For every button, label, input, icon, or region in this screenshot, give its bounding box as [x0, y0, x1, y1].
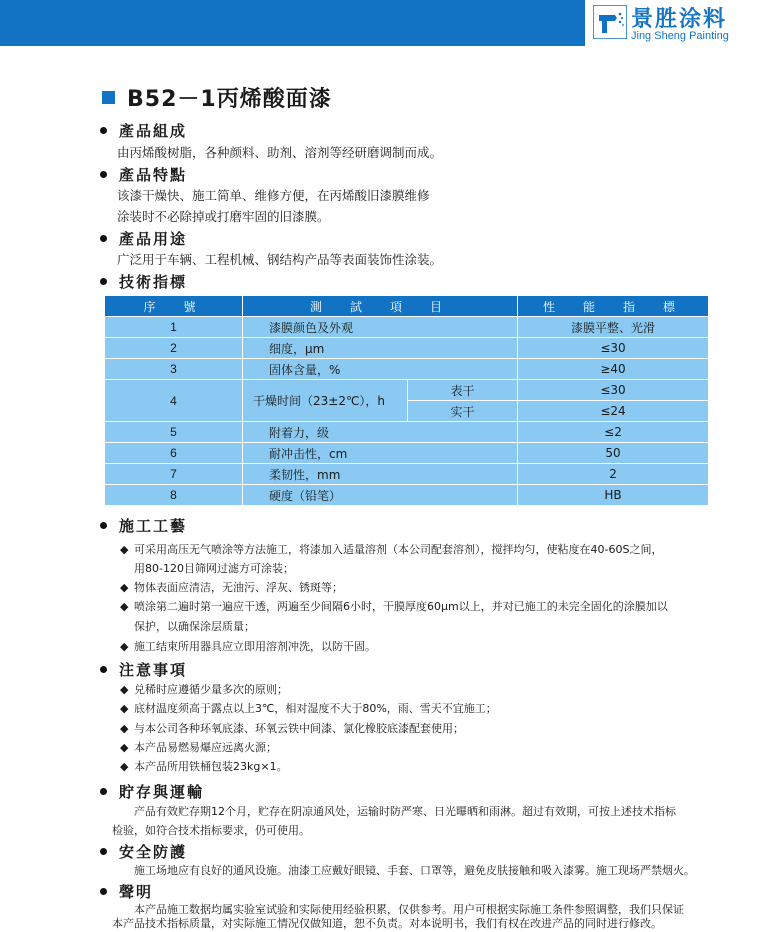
row-value: ≤24 — [518, 401, 709, 422]
list-item: ◆ 本产品所用铁桶包装23kg×1。 — [120, 757, 288, 776]
row-value: 2 — [518, 464, 709, 485]
section-heading: 技術指標 — [119, 272, 188, 291]
section-usage — [100, 228, 187, 248]
diamond-bullet-icon: ◆ — [120, 683, 129, 696]
bullet-dot-icon — [100, 848, 107, 855]
row-item: 固体含量，% — [243, 359, 518, 380]
spray-gun-icon — [593, 5, 627, 39]
list-item: ◆ 施工结束所用器具应立即用溶剂冲洗，以防干固。 — [120, 637, 376, 656]
row-item: 硬度（铅笔） — [243, 485, 518, 506]
diamond-bullet-icon: ◆ — [120, 760, 129, 773]
diamond-bullet-icon: ◆ — [120, 581, 129, 594]
row-item: 柔韧性，mm — [243, 464, 518, 485]
row-value: ≤30 — [518, 380, 709, 401]
brand-name-en: Jing Sheng Painting — [631, 30, 729, 42]
list-item: ◆ 本产品易燃易爆应远离火源； — [120, 738, 277, 757]
section-statement — [100, 881, 153, 901]
diamond-bullet-icon: ◆ — [120, 722, 129, 735]
diamond-bullet-icon: ◆ — [120, 702, 129, 715]
bullet-dot-icon — [100, 788, 107, 795]
bullet-dot-icon — [100, 666, 107, 673]
row-number: 3 — [105, 359, 243, 380]
features-line: 涂装时不必除掉或打磨牢固的旧漆膜。 — [117, 209, 330, 224]
row-number: 2 — [105, 338, 243, 359]
table-header-row — [105, 296, 709, 317]
row-number: 1 — [105, 317, 243, 338]
brand-name-cn: 景胜涂料 — [631, 7, 728, 32]
diamond-bullet-icon: ◆ — [120, 640, 129, 653]
usage-text: 广泛用于车辆、工程机械、钢结构产品等表面装饰性涂装。 — [117, 252, 443, 267]
title-square-icon — [102, 91, 115, 104]
spec-table — [104, 295, 709, 506]
bullet-dot-icon — [100, 235, 107, 242]
bullet-dot-icon — [100, 171, 107, 178]
table-row — [105, 443, 709, 464]
list-item: ◆ 与本公司各种环氧底漆、环氧云铁中间漆、氯化橡胶底漆配套使用； — [120, 719, 464, 738]
section-specs — [100, 271, 187, 291]
statement-line: 本产品施工数据均属实验室试验和实际使用经验积累，仅供参考。用户可根据实际施工条件参照调整，我们只保证 — [134, 903, 684, 916]
row-number: 4 — [105, 380, 243, 422]
section-heading: 安全防護 — [119, 842, 188, 861]
section-features — [100, 164, 187, 184]
row-number: 6 — [105, 443, 243, 464]
table-row — [105, 464, 709, 485]
bullet-dot-icon — [100, 888, 107, 895]
bullet-dot-icon — [100, 278, 107, 285]
section-safety — [100, 841, 187, 861]
column-header: 性 能 指 標 — [518, 296, 709, 317]
column-header: 測 試 項 目 — [243, 296, 518, 317]
table-row — [105, 485, 709, 506]
section-composition — [100, 120, 187, 140]
row-item: 细度，μm — [243, 338, 518, 359]
list-item: ◆ 可采用高压无气喷涂等方法施工，将漆加入适量溶剂（本公司配套溶剂），搅拌均匀，使粘度在40-60S之间， — [120, 540, 662, 559]
bullet-dot-icon — [100, 522, 107, 529]
row-item: 附着力，级 — [243, 422, 518, 443]
table-row — [105, 380, 709, 401]
section-heading: 產品用途 — [119, 229, 188, 248]
storage-line: 检验，如符合技术指标要求，仍可使用。 — [112, 824, 310, 837]
diamond-bullet-icon: ◆ — [120, 543, 129, 556]
section-heading: 貯存與運輸 — [119, 782, 205, 801]
row-number: 5 — [105, 422, 243, 443]
bullet-dot-icon — [100, 127, 107, 134]
table-row — [105, 317, 709, 338]
section-heading: 聲明 — [119, 882, 154, 901]
row-value: ≤30 — [518, 338, 709, 359]
row-value: 漆膜平整、光滑 — [518, 317, 709, 338]
section-heading: 施工工藝 — [119, 516, 188, 535]
product-title — [102, 84, 332, 110]
list-item: ◆ 底材温度须高于露点以上3℃，相对湿度不大于80%，雨、雪天不宜施工； — [120, 699, 497, 718]
row-value: ≤2 — [518, 422, 709, 443]
statement-line: 本产品技术指标质量，对实际施工情况仅做知道，恕不负责。对本说明书，我们有权在改进产品的同时进行修改。 — [112, 917, 662, 930]
section-storage — [100, 781, 204, 801]
section-heading: 產品特點 — [119, 165, 188, 184]
row-value: ≥40 — [518, 359, 709, 380]
section-application — [100, 515, 187, 535]
page-title: B52－1丙烯酸面漆 — [127, 86, 332, 112]
list-item: ◆ 喷涂第二遍时第一遍应干透，两遍至少间隔6小时，干膜厚度60μm以上，并对已施工的未完全固化的涂膜加以 — [120, 597, 668, 616]
row-subitem: 实干 — [408, 401, 518, 422]
list-item-continuation: 用80-120目筛网过滤方可涂装； — [134, 562, 294, 575]
column-header: 序 號 — [105, 296, 243, 317]
table-row — [105, 359, 709, 380]
safety-text: 施工场地应有良好的通风设施。油漆工应戴好眼镜、手套、口罩等，避免皮肤接触和吸入漆雾。施工现场严禁烟火。 — [134, 864, 695, 877]
list-item: ◆ 物体表面应清洁，无油污、浮灰、锈斑等； — [120, 578, 343, 597]
row-value: 50 — [518, 443, 709, 464]
table-row — [105, 422, 709, 443]
list-item: ◆ 兑稀时应遵循少量多次的原则； — [120, 680, 288, 699]
section-heading: 注意事項 — [119, 660, 188, 679]
list-item-continuation: 保护，以确保涂层质量； — [134, 620, 255, 633]
diamond-bullet-icon: ◆ — [120, 741, 129, 754]
row-item: 耐冲击性，cm — [243, 443, 518, 464]
row-subitem: 表干 — [408, 380, 518, 401]
row-item: 干燥时间（23±2℃），h — [243, 380, 408, 422]
row-number: 8 — [105, 485, 243, 506]
row-number: 7 — [105, 464, 243, 485]
section-notes — [100, 659, 187, 679]
brand-logo — [585, 0, 767, 46]
table-row — [105, 338, 709, 359]
section-heading: 產品組成 — [119, 121, 188, 140]
storage-line: 产品有效贮存期12个月，贮存在阴凉通风处，运输时防严寒、日光曝晒和雨淋。超过有效期，可按上述技术指标 — [134, 805, 676, 818]
features-line: 该漆干燥快、施工简单、维修方便，在丙烯酸旧漆膜维修 — [117, 188, 430, 203]
composition-text: 由丙烯酸树脂，各种颜料、助剂、溶剂等经研磨调制而成。 — [117, 145, 443, 160]
row-value: HB — [518, 485, 709, 506]
row-item: 漆膜颜色及外观 — [243, 317, 518, 338]
diamond-bullet-icon: ◆ — [120, 600, 129, 613]
